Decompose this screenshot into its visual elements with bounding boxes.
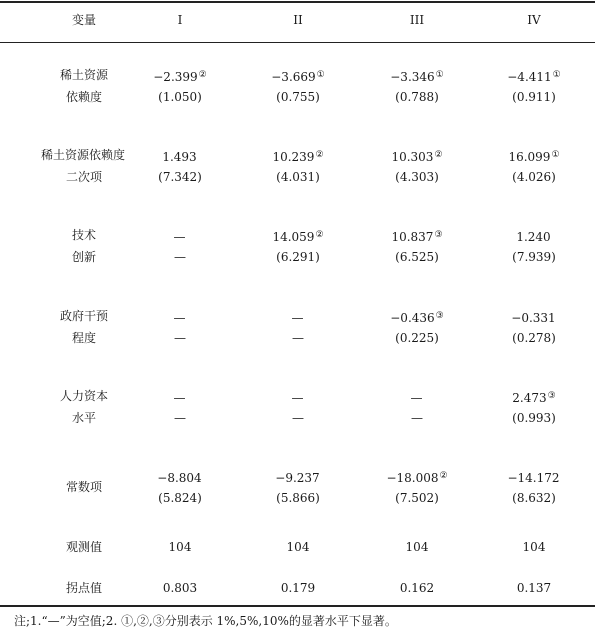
se-cell: (1.050)	[158, 90, 202, 104]
row-label: 稀土资源	[59, 68, 108, 82]
row-label-line2: 程度	[71, 331, 96, 345]
header-col-4: IV	[527, 13, 541, 27]
se-cell: (0.993)	[512, 411, 556, 425]
se-cell: (0.278)	[512, 331, 556, 345]
row-label-line2: 水平	[71, 411, 96, 425]
row-label: 人力资本	[59, 389, 108, 403]
se-cell: (5.866)	[276, 491, 320, 505]
coef-cell: −0.331	[511, 311, 556, 325]
table-footnote: 注;1.“—”为空值;2. ①,②,③分别表示 1%,5%,10%的显著水平下显著。	[14, 614, 397, 628]
coef-cell: —	[410, 391, 423, 405]
row-label: 技术	[71, 228, 96, 242]
header-variable: 变量	[71, 13, 96, 27]
coef-cell: —	[291, 391, 304, 405]
coef-cell: −0.436③	[390, 311, 444, 325]
row-label-line2: 创新	[71, 250, 96, 264]
coef-cell: −18.008②	[386, 471, 448, 485]
coef-cell: 1.493	[162, 150, 197, 164]
se-cell: (6.525)	[395, 250, 439, 264]
se-cell: (0.755)	[276, 90, 320, 104]
se-cell: —	[292, 411, 304, 425]
se-cell: (4.031)	[276, 170, 320, 184]
se-cell: —	[174, 331, 186, 345]
coef-cell: —	[173, 311, 186, 325]
header-rule	[0, 42, 595, 43]
turning-value: 0.162	[399, 581, 435, 595]
se-cell: (0.788)	[395, 90, 439, 104]
turning-label: 拐点值	[65, 581, 102, 595]
se-cell: (8.632)	[512, 491, 556, 505]
turning-value: 0.803	[162, 581, 198, 595]
coef-cell: —	[173, 391, 186, 405]
obs-label: 观测值	[65, 540, 102, 554]
coef-cell: 10.239②	[272, 150, 324, 164]
coef-cell: −3.669①	[271, 70, 325, 84]
table-top-rule	[0, 1, 595, 3]
coef-cell: 10.303②	[391, 150, 443, 164]
turning-value: 0.179	[280, 581, 316, 595]
coef-cell: −4.411①	[507, 70, 561, 84]
coef-cell: −2.399②	[153, 70, 207, 84]
obs-value: 104	[405, 540, 429, 554]
se-cell: (7.939)	[512, 250, 556, 264]
coef-cell: −8.804	[157, 471, 202, 485]
se-cell: (4.303)	[395, 170, 439, 184]
obs-value: 104	[522, 540, 546, 554]
se-cell: —	[411, 411, 423, 425]
obs-value: 104	[168, 540, 192, 554]
se-cell: (7.342)	[158, 170, 202, 184]
coef-cell: −14.172	[507, 471, 560, 485]
row-label: 常数项	[65, 480, 102, 494]
row-label: 稀土资源依赖度	[40, 148, 125, 162]
coef-cell: —	[173, 230, 186, 244]
se-cell: (5.824)	[158, 491, 202, 505]
row-label-line2: 二次项	[65, 170, 102, 184]
se-cell: (7.502)	[395, 491, 439, 505]
coef-cell: 2.473③	[512, 391, 556, 405]
coef-cell: −3.346①	[390, 70, 444, 84]
header-col-2: II	[293, 13, 303, 27]
row-label-line2: 依赖度	[65, 90, 102, 104]
se-cell: (0.911)	[512, 90, 556, 104]
row-label: 政府干预	[59, 309, 108, 323]
coef-cell: 10.837③	[391, 230, 443, 244]
se-cell: —	[292, 331, 304, 345]
se-cell: (0.225)	[395, 331, 439, 345]
se-cell: —	[174, 411, 186, 425]
header-col-1: I	[177, 13, 183, 27]
coef-cell: −9.237	[275, 471, 320, 485]
table-bottom-rule	[0, 605, 595, 607]
coef-cell: 14.059②	[272, 230, 324, 244]
obs-value: 104	[286, 540, 310, 554]
coef-cell: —	[291, 311, 304, 325]
se-cell: —	[174, 250, 186, 264]
turning-value: 0.137	[516, 581, 552, 595]
se-cell: (4.026)	[512, 170, 556, 184]
coef-cell: 1.240	[516, 230, 551, 244]
header-col-3: III	[409, 13, 425, 27]
coef-cell: 16.099①	[508, 150, 560, 164]
se-cell: (6.291)	[276, 250, 320, 264]
